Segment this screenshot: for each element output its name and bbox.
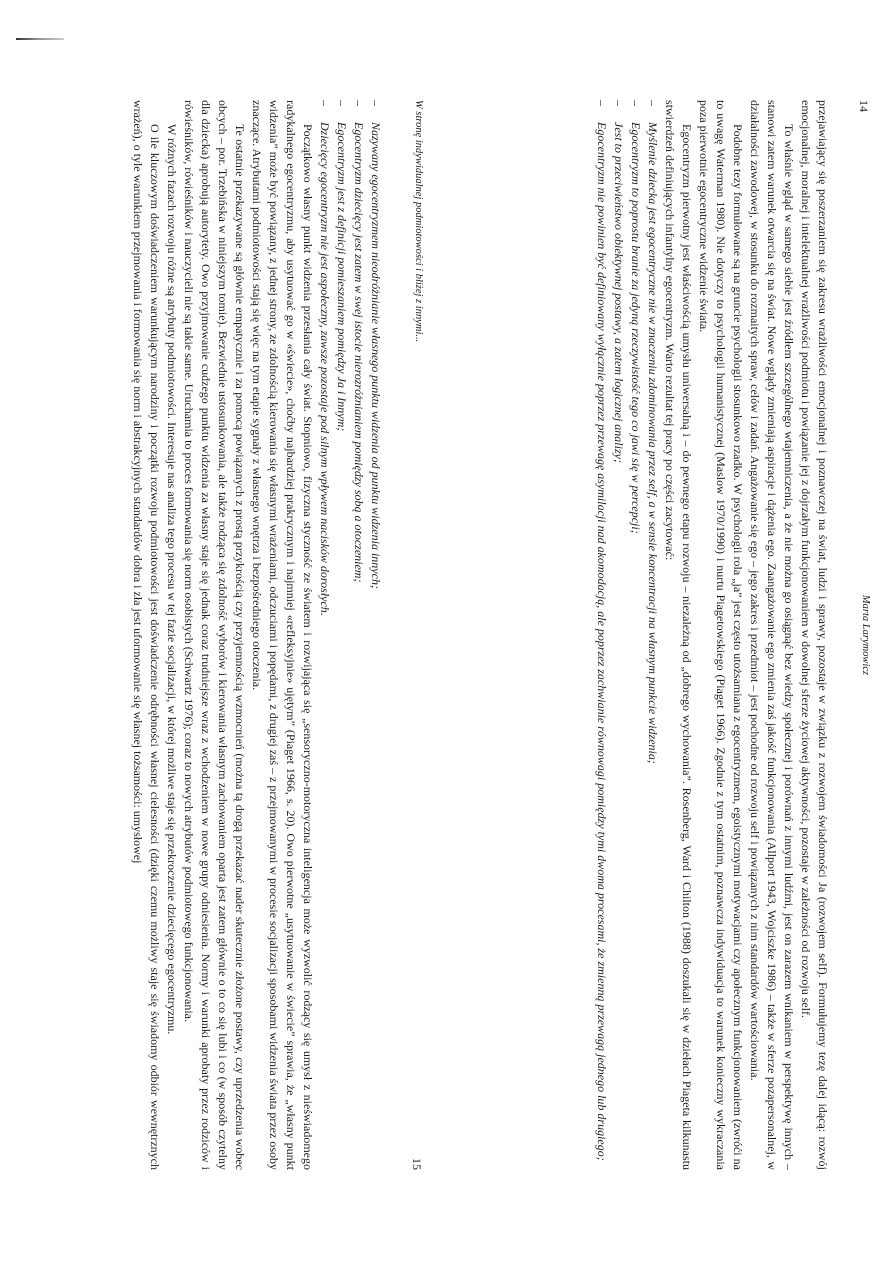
list-item: – Egocentryzm dziecięcy jest zatem w swej istocie nierozróżnianiem pomiędzy sobą a otoczeniem; <box>352 100 366 583</box>
page-number: 14 <box>857 100 871 112</box>
paragraph: To właśnie wgląd w samego siebie jest źródłem szczególnego wtajemniczenia, a że nie można go osiągnąć bez wiedzy społecznej i porównań z innymi ludźmi, jest on zarazem wnikaniem w perspektywę innych – stanowi zatem warunek otwarcia się na świat. Nowe wglądy zmieniają aspiracje i dążenia ego. Zaangażowanie ego zmienia zaś jakość funkcjonowania (Allport 1943, Wojciszke 1986) – także w sferze pozapersonalnej, w działalności zawodowej, w stosunku do rozmaitych spraw, celów i zadań. Angażowanie się ego – jego zakres i przedmiot – jest pochodne od rozwoju self i powiązanych z nim standardów wartościowania. <box>748 100 796 1170</box>
right-running-head <box>408 100 424 1170</box>
list-item: – Dziecięcy egocentryzm nie jest aspołeczny, zawsze pozostaje pod silnym wpływem nacisków dorosłych. <box>318 100 332 616</box>
quote-list <box>593 100 661 1170</box>
running-head-title: Marta Larymowicz <box>860 594 871 676</box>
list-item: – Egocentryzm nie powinien być definiowany wyłącznie poprzez przewagę asymilacji nad akomodacją, ale poprzez zachwianie równowagi pomiędzy tymi dwoma procesami, że zmienną przewagą jednego lub drugiego; <box>595 100 609 1161</box>
paragraph: W różnych fazach rozwoju różne są atrybuty podmiotowości. Interesuje nas analiza tego procesu w tej fazie socjalizacji, w której możliwe staje się przekroczenie dziecięcego egocentryzmu. <box>165 124 179 1035</box>
left-page <box>447 0 893 1263</box>
right-page-body <box>24 100 384 1170</box>
list-item: – Egocentryzm to poprostu branie za jedyną rzeczywistość tego co jawi się w percepcji; <box>629 100 643 534</box>
left-page-body <box>471 100 831 1170</box>
list-item: – Myślenie dziecka jest egocentryczne nie w znaczeniu zdominowania przez self, a w sensie koncentracji na własnym punkcie widzenia; <box>646 100 660 764</box>
paragraph: Początkowo własny punkt widzenia przesłania cały świat. Stopniowo, fizyczna styczność ze światem i rozwijająca się „sensoryczno-motoryczna inteligencja może wyzwolić rodzący się umysł z nieświadomego radykalnego egocentryzmu, aby usytuować go w «świecie», choćby najbardziej prakrycznym i najmniej «refleksyjnie» ujętym” (Piaget 1966, s. 20). Owo pierwotne „usytuowanie w świecie” sprawia, że „własny punkt widzenia” może być powiązany, z jednej strony, ze zdolnością kierowania się własnymi wrażeniami, odczuciami i popędami, z drugiej zaś – z przejmowanymi w procesie socjalizacji sposobami widzenia świata przez osoby znaczące. Atrybutami podmiotowości stają się więc na tym etapie sygnały z własnego wnętrza i bezpośredniego otoczenia. <box>250 100 315 1170</box>
right-page <box>0 0 446 1263</box>
list-item: – Egocentryzm jest z definicji pomieszaniem pomiędzy Ja i Innym; <box>335 100 349 432</box>
page-number: 15 <box>410 1158 424 1170</box>
paragraph: przejawiający się poszerzaniem się zakresu wrażliwości emocjonalnej i poznawczej na świat, ludzi i sprawy, pozostaje w związku z rozwojem świadomości Ja (rozwojem self). Formułujemy tezę dalej idącą: rozwój emocjonalnej, moralnej i intelektualnej wrażliwości podmiotu i powiązanie jej z dojrzałym funkcjonowaniem w dowolnej sferze życiowej aktywności, pozostaje w zależności od rozwoju self. <box>799 100 830 1170</box>
list-item: – Nazywany egocentryzmem nieodróżnianie własnego punktu widzenia od punktu widzenia innych; <box>369 100 383 589</box>
running-head-title: W stronę indywidualnej podmiotowości i bliżej z innymi... <box>413 100 424 343</box>
paragraph: Te ostatnie przekazywane są głównie empatycznie i za pomocą powiązanych z prostą przykrością czy przyjemnością wzmocnień (można tą drogą przekazać nader skutecznie złożone postawy, czy uprzedzenia wobec obcych – por. Trzebińska w niniejszym tomie). Bezwiednie ustosunkowania, ale także rodząca się zdolność wyborów i kierowania własnym zachowaniem oparta jest zatem głównie o to co się lubi i co (w sposób czytelny dla dziecka) aprobują autorytety. Owo przyjmowanie cudzego punktu widzenia za własny staje się jednak coraz trudniejsze wraz z wchodzeniem w nowe grupy odniesienia. Normy i warunki aprobaty przez rodziców i rówieśników, rówieśników i nauczycieli nie są takie same. Uruchamia to proces formowania się norm osobistych (Schwartz 1976); coraz to nowych atrybutów podmiotowego funkcjonowania. <box>182 100 247 1170</box>
paragraph: O ile kluczowym doświadczeniem warunkującym narodziny i początki rozwoju podmiotowości jest doświadczenie odrębności własnej cielesności (dzięki czemu możliwy staje się świadomy odbiór wewnętrznych wrażeń), o tyle warunkiem przejmowania i formowania się norm i abstrakcyjnych standardów dobra i zła jest uformowanie się własnej tożsamości: umysłowej <box>131 100 162 1170</box>
paragraph: Podobne tezy formułowane są na gruncie psychologii stosunkowo rzadko. W psychologii rola „ja” jest często utożsamiana z egocentryzmem, egoistycznymi motywacjami czy apołecznym funkcjonowaniem (zwróći na to uwagę Waterman 1980). Nie dotyczy to psychologii humanistycznej (Maslow 1970/1990) i nurtu Piagetowskiego (Piaget 1966). Zgodnie z tym ostatnim, poznawcza indywiduacja to warunek konieczny wykraczania poza pierwotnie egocentryczne widzenie świata. <box>697 100 745 1170</box>
quote-list <box>316 100 384 1170</box>
list-item: – Jest to przeciwieństwo obiektywnej postawy, a zatem logicznej analizy; <box>612 100 626 463</box>
paragraph: Egocentryzm pierwotny jest właściwością umysłu uniwersalną i – do pewnego etapu rozwoju – niezależną od „dobrego wychowania”. Rosenberg, Ward i Chilton (1988) doszukali się w dziełach Piageta kilkunastu stwierdzeń definiujących infantylny egocentryzm. Warto rezultat tej pracy po części zacytować: <box>663 100 694 1170</box>
left-running-head <box>855 100 871 1170</box>
